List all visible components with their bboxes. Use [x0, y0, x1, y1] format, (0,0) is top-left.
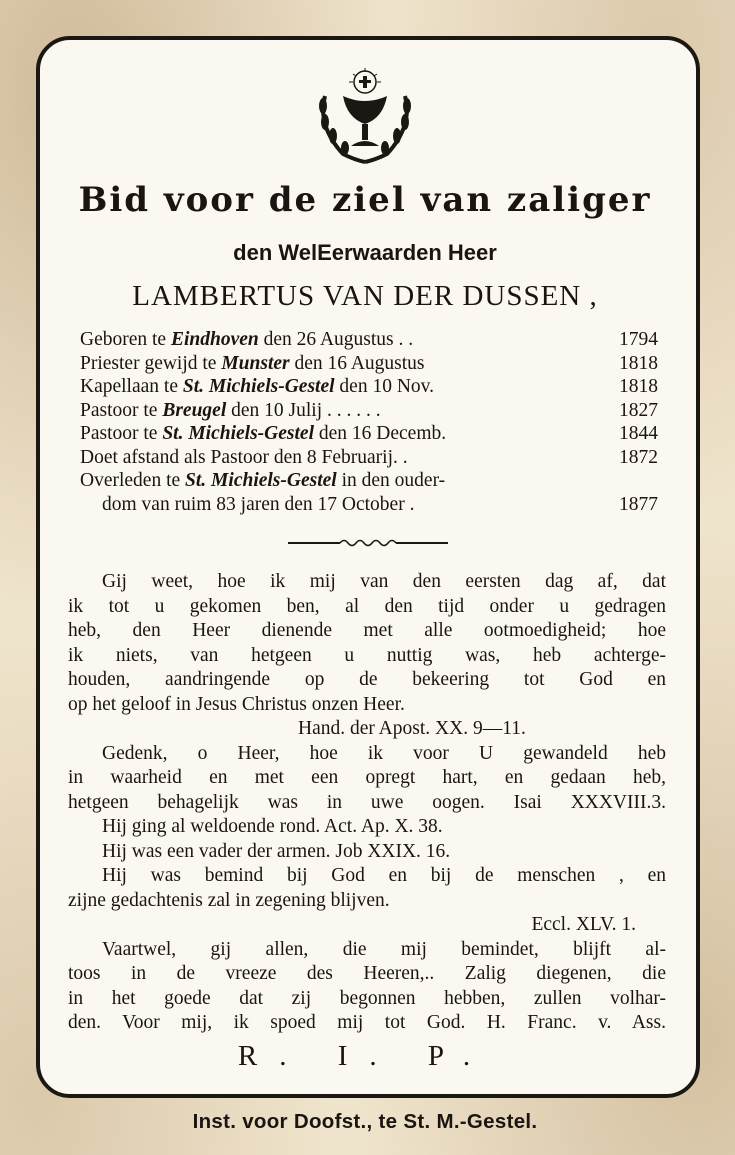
text-line: houden, aandringende op de bekeering tot God en — [68, 669, 666, 690]
text-line: in het goede dat zij begonnen hebben, zullen volhar- — [68, 987, 666, 1009]
biography-line: Kapellaan te St. Michiels-Gestel den 10 Nov. 1818 — [80, 376, 658, 397]
deceased-name: LAMBERTUS VAN DER DUSSEN , — [132, 280, 598, 312]
text-line: Hij ging al weldoende rond. Act. Ap. X. 38. — [102, 816, 443, 837]
citation: Eccl. XLV. 1. — [531, 914, 636, 935]
heading: Bid voor de ziel van zaliger — [78, 180, 652, 220]
citation: Hand. der Apost. XX. 9—11. — [298, 718, 526, 739]
text-line: Gij weet, hoe ik mij van den eersten dag af, dat — [102, 571, 666, 592]
scripture-text — [68, 570, 666, 1036]
biography-list — [80, 328, 658, 516]
subheading: den WelEerwaarden Heer — [233, 240, 497, 265]
text-line: op het geloof in Jesus Christus onzen Heer. — [68, 693, 405, 715]
text-line: toos in de vreeze des Heeren,.. Zalig diegenen, die — [68, 963, 666, 984]
text-line: Hij was bemind bij God en bij de menschen , en — [102, 865, 666, 886]
text-line: Hij was een vader der armen. Job XXIX. 16. — [102, 840, 451, 862]
text-line: ik niets, van hetgeen u nuttig was, heb achterge- — [68, 644, 666, 666]
biography-line: Pastoor te Breugel den 10 Julij . . . . . . 1827 — [80, 399, 658, 421]
biography-line: Doet afstand als Pastoor den 8 Februarij. . 1872 — [80, 446, 658, 468]
printer-imprint: Inst. voor Doofst., te St. M.-Gestel. — [192, 1110, 538, 1133]
text-line: zijne gedachtenis zal in zegening blijven. — [68, 889, 390, 911]
text-line: ik tot u gekomen ben, al den tijd onder u gedragen — [68, 595, 666, 617]
biography-line: Priester gewijd te Munster den 16 Augustus 1818 — [80, 352, 658, 374]
ornamental-divider — [288, 536, 448, 550]
text-line: Vaartwel, gij allen, die mij bemindet, blijft al- — [102, 938, 666, 960]
biography-line: Pastoor te St. Michiels-Gestel den 16 Decemb. 1844 — [80, 423, 658, 444]
biography-line: Overleden te St. Michiels-Gestel in den ouder- — [80, 470, 446, 491]
biography-line: Geboren te Eindhoven den 26 Augustus . . 1794 — [80, 329, 658, 350]
text-line: heb, den Heer dienende met alle ootmoedigheid; hoe — [68, 620, 666, 641]
text-line: hetgeen behagelijk was in uwe oogen. Isai XXXVIII.3. — [68, 791, 666, 813]
text-line: den. Voor mij, ik spoed mij tot God. H. Franc. v. Ass. — [68, 1012, 666, 1033]
biography-line: dom van ruim 83 jaren den 17 October . 1877 — [102, 493, 658, 515]
text-line: Gedenk, o Heer, hoe ik voor U gewandeld heb — [102, 742, 666, 764]
chalice-wreath-emblem — [313, 66, 417, 166]
text-line: in waarheid en met een opregt hart, en gedaan heb, — [68, 767, 666, 788]
rip-inscription: R. I. P. — [237, 1040, 493, 1072]
